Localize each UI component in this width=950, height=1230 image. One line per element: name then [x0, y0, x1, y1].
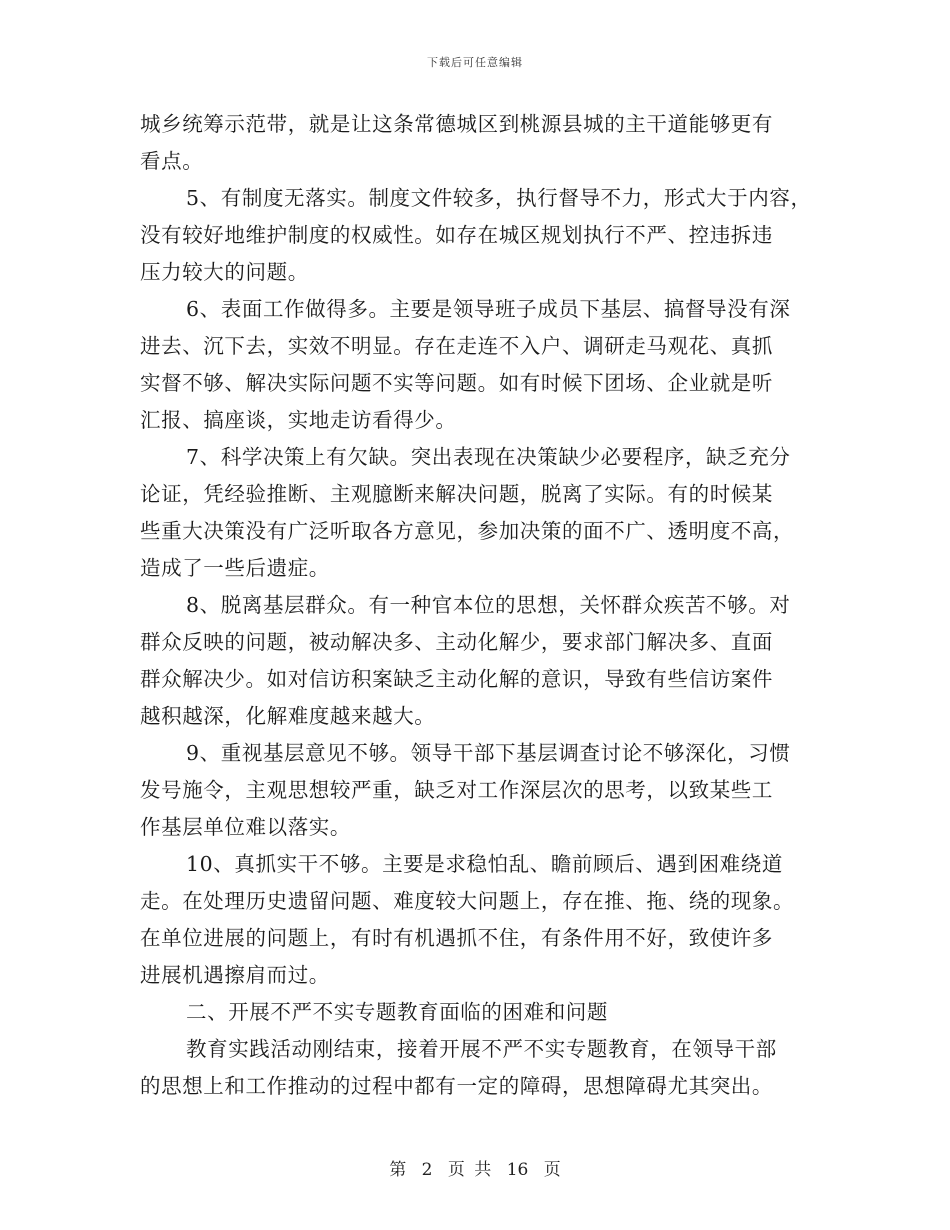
- text-line: 造成了一些后遗症。: [140, 556, 330, 580]
- text-line: 群众解决少。如对信访积案缺乏主动化解的意识，导致有些信访案件: [140, 667, 773, 691]
- text-line: 实督不够、解决实际问题不实等问题。如有时候下团场、企业就是听: [140, 371, 773, 395]
- page-footer: [0, 1155, 950, 1180]
- text-line: 进去、沉下去，实效不明显。存在走连不入户、调研走马观花、真抓: [140, 334, 773, 358]
- text-line: 6、表面工作做得多。主要是领导班子成员下基层、搞督导没有深: [186, 297, 791, 321]
- text-line: 发号施令，主观思想较严重，缺乏对工作深层次的思考，以致某些工: [140, 778, 773, 802]
- document-body: [140, 106, 820, 1105]
- text-line: 7、科学决策上有欠缺。突出表现在决策缺少必要程序，缺乏充分: [186, 445, 791, 469]
- text-line: 作基层单位难以落实。: [140, 815, 351, 839]
- page-header-note: 下载后可任意编辑: [427, 56, 523, 69]
- text-line: 越积越深，化解难度越来越大。: [140, 704, 436, 728]
- text-line: 汇报、搞座谈，实地走访看得少。: [140, 408, 457, 432]
- footer-suffix: 页: [543, 1160, 561, 1180]
- text-line: 城乡统筹示范带，就是让这条常德城区到桃源县城的主干道能够更有: [140, 112, 773, 136]
- text-line: 5、有制度无落实。制度文件较多，执行督导不力，形式大于内容，: [186, 186, 812, 210]
- text-line: 的思想上和工作推动的过程中都有一定的障碍，思想障碍尤其突出。: [140, 1074, 773, 1098]
- text-line: 没有较好地维护制度的权威性。如存在城区规划执行不严、控违拆违: [140, 223, 773, 247]
- text-line: 8、脱离基层群众。有一种官本位的思想，关怀群众疾苦不够。对: [186, 593, 791, 617]
- text-line: 论证，凭经验推断、主观臆断来解决问题，脱离了实际。有的时候某: [140, 482, 773, 506]
- text-line: 9、重视基层意见不够。领导干部下基层调查讨论不够深化，习惯: [186, 741, 791, 765]
- text-line: 压力较大的问题。: [140, 260, 309, 284]
- footer-total-pages: 16: [506, 1160, 529, 1180]
- text-line: 看点。: [140, 149, 204, 173]
- text-line: 些重大决策没有广泛听取各方意见，参加决策的面不广、透明度不高，: [140, 519, 795, 543]
- footer-middle: 页 共: [447, 1160, 492, 1180]
- text-line: 群众反映的问题，被动解决多、主动化解少，要求部门解决多、直面: [140, 630, 773, 654]
- text-line: 教育实践活动刚结束，接着开展不严不实专题教育，在领导干部: [186, 1037, 777, 1061]
- text-line: 二、开展不严不实专题教育面临的困难和问题: [186, 1000, 608, 1024]
- text-line: 在单位进展的问题上，有时有机遇抓不住，有条件用不好，致使许多: [140, 926, 773, 950]
- text-line: 进展机遇擦肩而过。: [140, 963, 330, 987]
- footer-prefix: 第: [389, 1160, 407, 1180]
- text-line: 走。在处理历史遗留问题、难度较大问题上，存在推、拖、绕的现象。: [140, 889, 795, 913]
- text-line: 10、真抓实干不够。主要是求稳怕乱、瞻前顾后、遇到困难绕道: [186, 852, 783, 876]
- footer-page-number: 2: [421, 1160, 433, 1180]
